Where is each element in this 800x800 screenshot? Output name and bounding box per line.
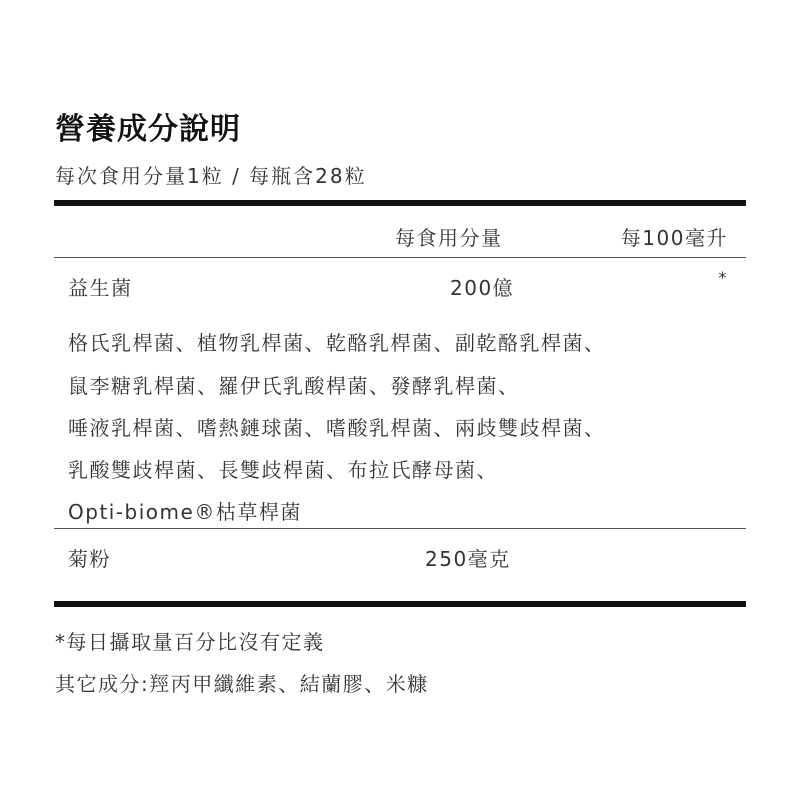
- row-amount: 200億: [450, 276, 515, 300]
- header-per-100: 每100毫升: [620, 226, 728, 250]
- top-thick-rule: [54, 200, 746, 206]
- row-per-100: *: [718, 268, 728, 287]
- strain-line: 乳酸雙歧桿菌、長雙歧桿菌、布拉氏酵母菌、: [68, 458, 498, 482]
- row-label: 益生菌: [68, 276, 133, 300]
- other-ingredients: 其它成分:羥丙甲纖維素、結蘭膠、米糠: [55, 672, 429, 696]
- header-per-serving: 每食用分量: [395, 226, 503, 250]
- row-divider: [54, 528, 746, 529]
- strain-line: Opti-biome®枯草桿菌: [68, 500, 302, 524]
- strain-line: 唾液乳桿菌、嗜熱鏈球菌、嗜酸乳桿菌、兩歧雙歧桿菌、: [68, 416, 606, 440]
- row-amount: 250毫克: [425, 547, 511, 571]
- row-label: 菊粉: [68, 547, 111, 571]
- strain-line: 格氏乳桿菌、植物乳桿菌、乾酪乳桿菌、副乾酪乳桿菌、: [68, 331, 606, 355]
- strain-line: 鼠李糖乳桿菌、羅伊氏乳酸桿菌、發酵乳桿菌、: [68, 374, 520, 398]
- serving-info: 每次食用分量1粒 / 每瓶含28粒: [55, 164, 367, 188]
- bottom-thick-rule: [54, 601, 746, 607]
- page-title: 營養成分說明: [55, 112, 241, 147]
- footnote: *每日攝取量百分比沒有定義: [55, 630, 325, 654]
- header-divider: [54, 257, 746, 258]
